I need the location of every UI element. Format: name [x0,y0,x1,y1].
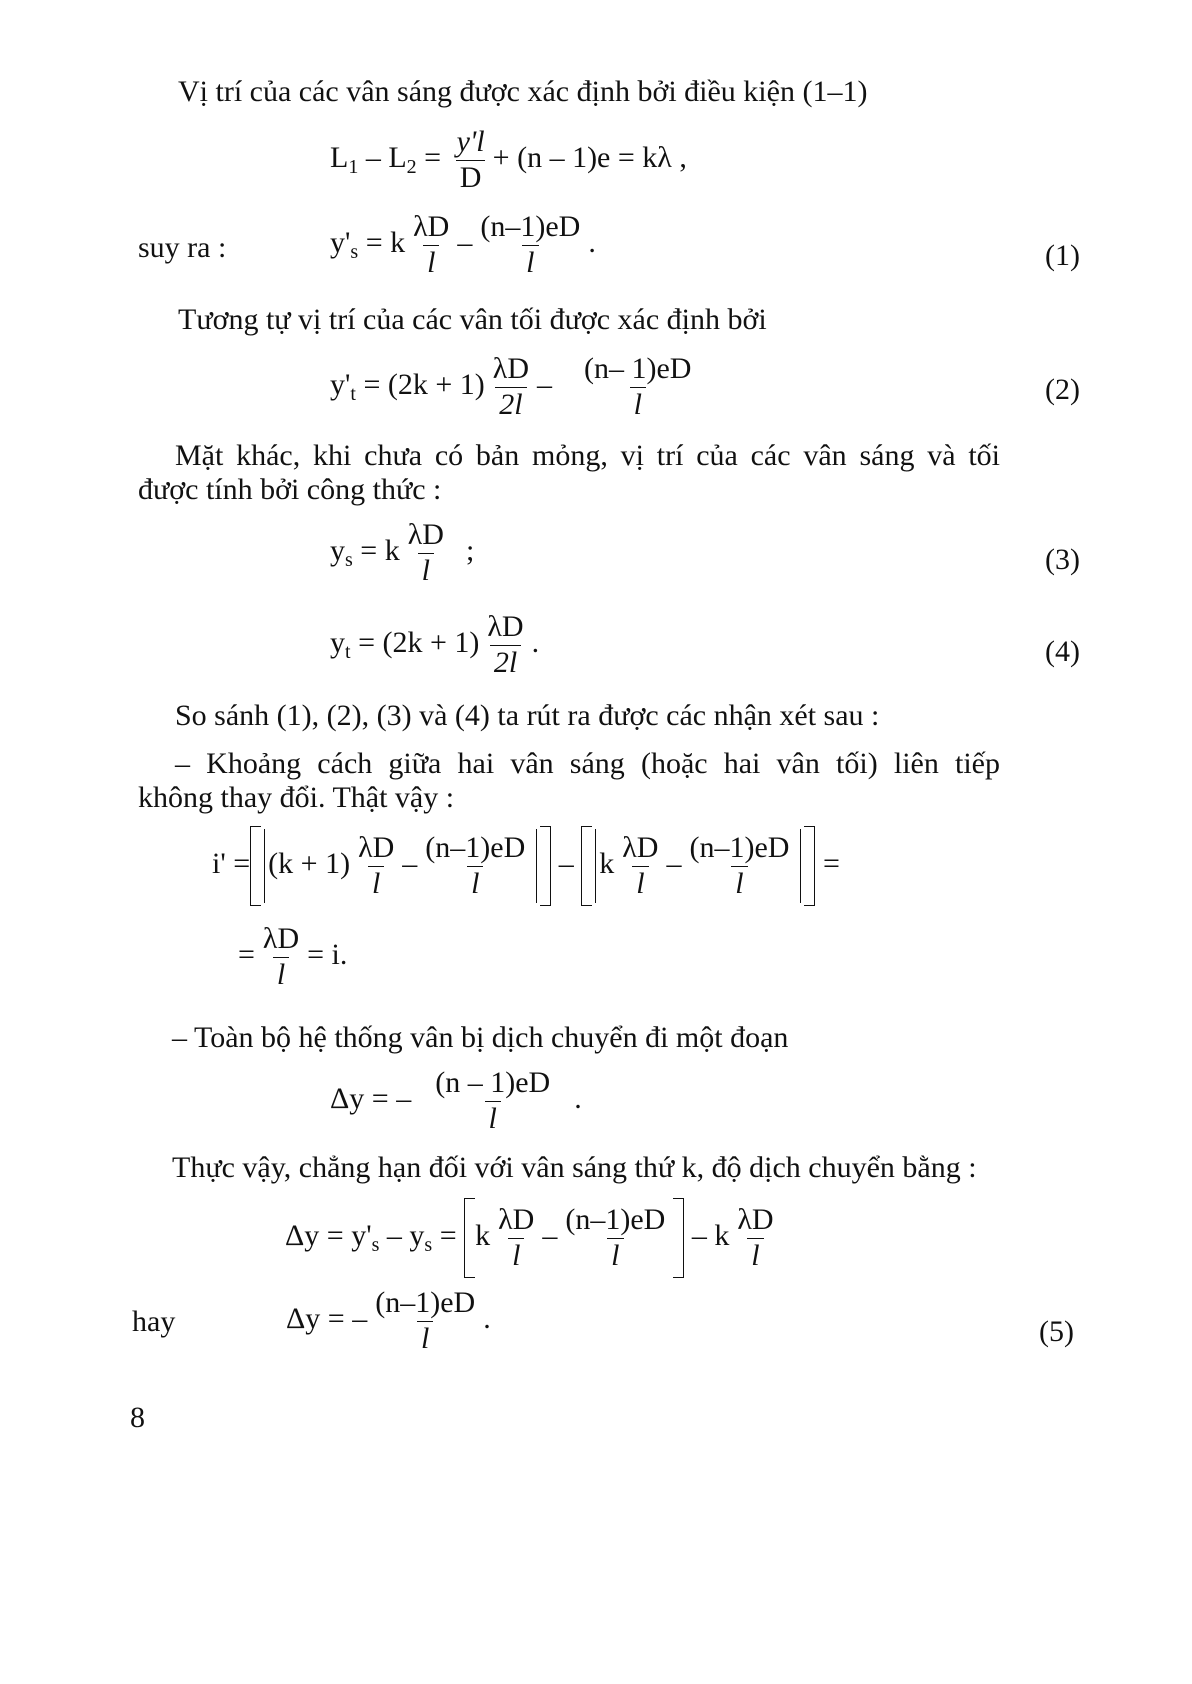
fraction: $\frac{y'l}{D}$ [456,125,485,194]
equation-dark-fringe-shifted: $y'_t = (2k + 1)$ $\frac{\lambda D}{2l}$ – $\frac{(n- 1)eD}{l}$ [330,352,723,422]
bracket-left [464,1198,475,1278]
fraction: $\frac{\lambda D}{l}$ [262,922,300,991]
equation-dark-fringe-no-plate: $y_t = (2k + 1)$ $\frac{\lambda D}{2l}$ . [330,610,540,679]
paragraph-bright-fringe-condition: Vị trí của các vân sáng được xác định bởi điều kiện (1–1) [178,75,868,108]
abs-bar [536,829,537,903]
equation-fringe-spacing: i' = (k + 1) $\frac{\lambda D}{l}$ – $\frac{(n-1)eD}{l}$ – k $\frac{\lambda D}{l}$ – $\frac{(n-1)eD}{l}$ = [212,826,840,906]
fraction: $\frac{(n-1)eD}{l}$ [425,831,526,900]
equation-bright-fringe-no-plate: $y_s = k$ $\frac{\lambda D}{l}$ ; [330,518,475,587]
equation-shift-final: Δy = – $\frac{(n-1)eD}{l}$ . [286,1286,491,1355]
bracket-left [250,826,261,906]
abs-bar [264,829,265,903]
bracket-right [673,1198,684,1278]
paragraph-fringe-spacing-line1: – Khoảng cách giữa hai vân sáng (hoặc hai vân tối) liên tiếp [175,747,1000,780]
paragraph-fringe-shift: – Toàn bộ hệ thống vân bị dịch chuyển đi một đoạn [172,1021,789,1054]
bracket-right [540,826,551,906]
equation-label-suy-ra: suy ra : [138,231,227,264]
fraction: $\frac{(n-1)eD}{l}$ [689,831,790,900]
paragraph-without-plate-line2: được tính bởi công thức : [138,473,442,506]
fraction: $\frac{\lambda D}{l}$ [413,210,450,279]
paragraph-without-plate-line1: Mặt khác, khi chưa có bản mỏng, vị trí của các vân sáng và tối [175,439,1000,472]
fraction: $\frac{\lambda D}{l}$ [407,518,444,587]
equation-label-hay: hay [132,1305,176,1338]
paragraph-dark-fringe-intro: Tương tự vị trí của các vân tối được xác định bởi [178,303,767,336]
paragraph-comparison: So sánh (1), (2), (3) và (4) ta rút ra được các nhận xét sau : [175,699,880,732]
fraction: $\frac{(n-1)eD}{l}$ [565,1203,666,1272]
abs-bar [800,829,801,903]
fraction: $\frac{\lambda D}{l}$ [498,1203,535,1272]
fraction: $\frac{\lambda D}{l}$ [358,831,395,900]
equation-number-2: (2) [1045,373,1080,406]
equation-shift-derivation: $\Delta y = y'_s - y_s = k$ $\frac{\lambda D}{l}$ – $\frac{(n-1)eD}{l}$ – k $\frac{\lambda D}{l}$ [285,1198,782,1278]
paragraph-fringe-spacing-line2: không thay đổi. Thật vậy : [138,781,455,814]
abs-bar [595,829,596,903]
fraction: $\frac{\lambda D}{2l}$ [487,610,524,679]
fraction: $\frac{\lambda D}{l}$ [737,1203,774,1272]
equation-bright-fringe-shifted: $y'_s = k$ $\frac{\lambda D}{l}$ – $\frac{(n-1)eD}{l}$ . [330,210,596,279]
equation-shift-amount: Δy = – $\frac{(n - 1)eD}{l}$ . [330,1066,582,1135]
fraction: $\frac{(n - 1)eD}{l}$ [435,1066,551,1135]
equation-path-difference: $L_1 - L_2$ = $\frac{y'l}{D}$ + (n – 1)e = kλ , [330,125,687,194]
fraction: $\frac{(n-1)eD}{l}$ [375,1286,476,1355]
equation-number-3: (3) [1045,543,1080,576]
equation-spacing-result: = $\frac{\lambda D}{l}$ = i. [238,922,348,991]
equation-number-5: (5) [1039,1315,1074,1348]
fraction: $\frac{\lambda D}{2l}$ [492,352,530,421]
equation-number-4: (4) [1045,635,1080,668]
fraction: $\frac{(n-1)eD}{l}$ [480,210,581,279]
bracket-right [804,826,815,906]
paragraph-proof-intro: Thực vậy, chẳng hạn đối với vân sáng thứ k, độ dịch chuyển bằng : [172,1151,977,1184]
page-number: 8 [130,1401,145,1434]
fraction: $\frac{(n- 1)eD}{l}$ [584,352,692,421]
equation-number-1: (1) [1045,239,1080,272]
bracket-left [581,826,592,906]
fraction: $\frac{\lambda D}{l}$ [622,831,659,900]
